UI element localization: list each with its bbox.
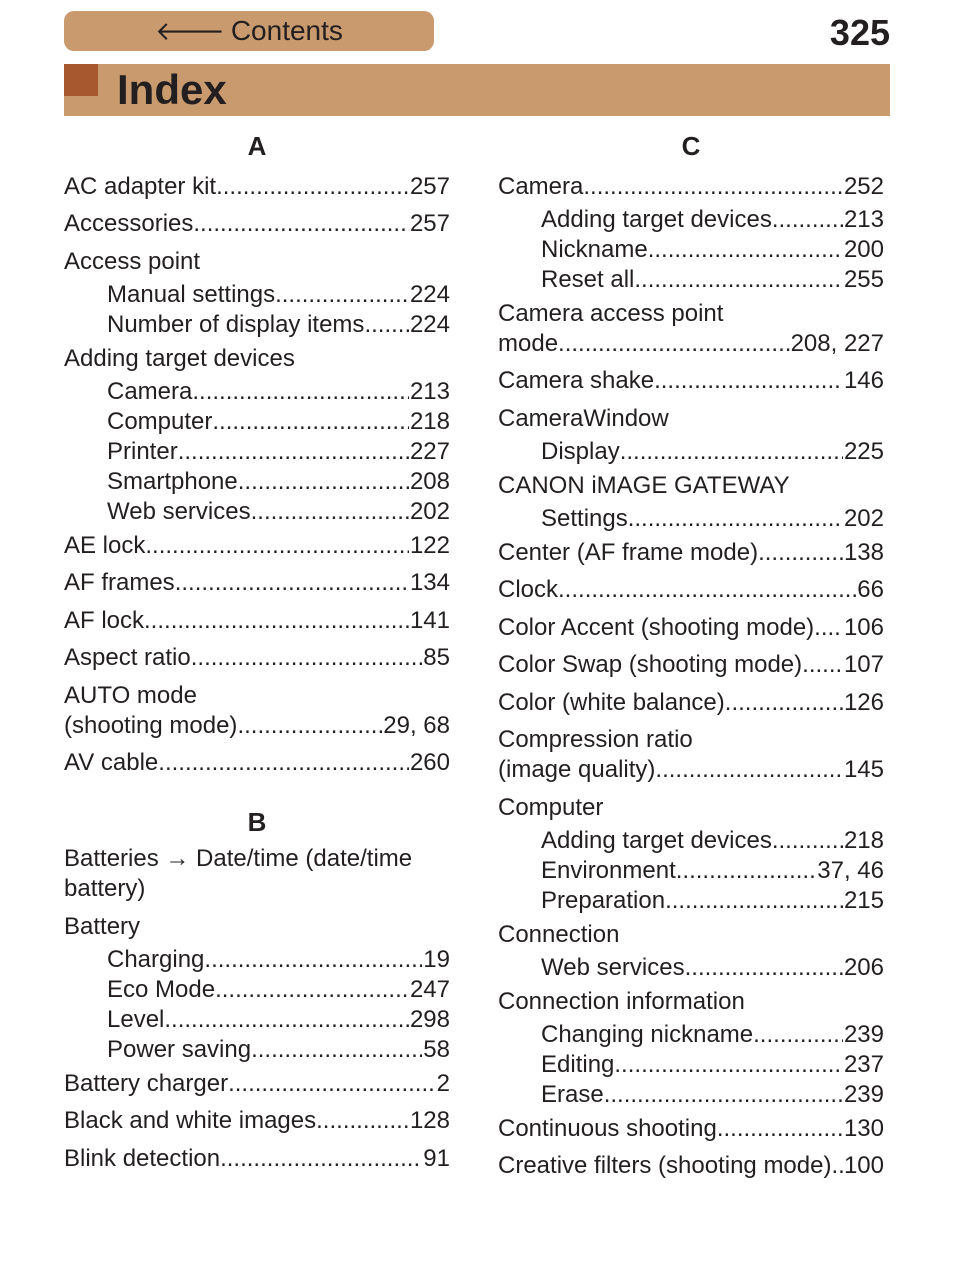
index-entry-heading: Connection information bbox=[498, 987, 745, 1015]
index-entry[interactable]: Color Swap (shooting mode) ..... 107 bbox=[498, 650, 884, 680]
index-subentry[interactable]: Level ..... 298 bbox=[64, 1005, 450, 1035]
section-letter-a: A bbox=[247, 131, 267, 161]
index-entry[interactable]: Aspect ratio ..... 85 bbox=[64, 643, 450, 673]
index-entry[interactable]: Blink detection ..... 91 bbox=[64, 1144, 450, 1174]
index-entry-heading: Camera access point bbox=[498, 299, 724, 327]
index-subentry[interactable]: Number of display items ..... 224 bbox=[64, 310, 450, 340]
index-column-left bbox=[64, 128, 450, 1174]
section-letter-c: C bbox=[681, 131, 701, 161]
contents-button[interactable] bbox=[64, 11, 434, 51]
index-entry[interactable]: Continuous shooting ..... 130 bbox=[498, 1114, 884, 1144]
index-subentry[interactable]: Smartphone ..... 208 bbox=[64, 467, 450, 497]
index-entry[interactable]: AF frames ..... 134 bbox=[64, 568, 450, 598]
index-entry-heading: Connection bbox=[498, 920, 620, 948]
index-entry[interactable]: Creative filters (shooting mode) ..... 100 bbox=[498, 1151, 884, 1181]
arrow-left-icon: 🡐 bbox=[155, 15, 225, 46]
index-subentry[interactable]: Environment ..... 37, 46 bbox=[498, 856, 884, 886]
index-subentry[interactable]: Reset all ..... 255 bbox=[498, 265, 884, 295]
index-subentry[interactable]: Preparation ..... 215 bbox=[498, 886, 884, 916]
page-title: Index bbox=[117, 66, 227, 113]
index-entry[interactable]: Camera ..... 252 bbox=[498, 172, 884, 202]
index-entry[interactable]: AV cable ..... 260 bbox=[64, 748, 450, 778]
index-entry[interactable]: AF lock ..... 141 bbox=[64, 606, 450, 636]
index-subentry[interactable]: Eco Mode ..... 247 bbox=[64, 975, 450, 1005]
index-subentry[interactable]: Power saving ..... 58 bbox=[64, 1035, 450, 1065]
index-entry[interactable]: Clock ..... 66 bbox=[498, 575, 884, 605]
index-entry[interactable]: AC adapter kit ..... 257 bbox=[64, 172, 450, 202]
index-subentry[interactable]: Camera ..... 213 bbox=[64, 377, 450, 407]
index-entry[interactable]: Battery charger ..... 2 bbox=[64, 1069, 450, 1099]
contents-label: Contents bbox=[230, 15, 343, 46]
index-entry-heading: Battery bbox=[64, 912, 141, 940]
index-subentry[interactable]: Web services ..... 206 bbox=[498, 953, 884, 983]
index-subentry[interactable]: Computer ..... 218 bbox=[64, 407, 450, 437]
index-entry[interactable]: Color Accent (shooting mode) ..... 106 bbox=[498, 613, 884, 643]
page-number: 325 bbox=[829, 12, 890, 53]
index-subentry[interactable]: Printer ..... 227 bbox=[64, 437, 450, 467]
index-subentry[interactable]: Adding target devices ..... 218 bbox=[498, 826, 884, 856]
index-subentry[interactable]: Display ..... 225 bbox=[498, 437, 884, 467]
index-entry[interactable]: mode ..... 208, 227 bbox=[498, 329, 884, 359]
index-entry-heading: AUTO mode bbox=[64, 681, 197, 709]
index-subentry[interactable]: Changing nickname ..... 239 bbox=[498, 1020, 884, 1050]
index-subentry[interactable]: Nickname ..... 200 bbox=[498, 235, 884, 265]
index-entry[interactable]: Black and white images ..... 128 bbox=[64, 1106, 450, 1136]
index-subentry[interactable]: Adding target devices ..... 213 bbox=[498, 205, 884, 235]
index-subentry[interactable]: Manual settings ..... 224 bbox=[64, 280, 450, 310]
index-entry-heading: Computer bbox=[498, 793, 604, 821]
section-letter-b: B bbox=[247, 807, 267, 837]
index-subentry[interactable]: Erase ..... 239 bbox=[498, 1080, 884, 1110]
index-entry[interactable]: AE lock ..... 122 bbox=[64, 531, 450, 561]
index-entry[interactable]: Color (white balance) ..... 126 bbox=[498, 688, 884, 718]
index-entry[interactable]: Accessories ..... 257 bbox=[64, 209, 450, 239]
index-entry-heading: Compression ratio bbox=[498, 726, 693, 753]
index-entry-heading: Adding target devices bbox=[64, 344, 295, 372]
index-entry-heading: CameraWindow bbox=[498, 404, 669, 432]
index-entry-heading: Access point bbox=[64, 247, 201, 275]
index-entry[interactable]: (image quality) ..... 145 bbox=[498, 755, 884, 785]
index-subentry[interactable]: Web services ..... 202 bbox=[64, 497, 450, 527]
index-column-right bbox=[498, 128, 884, 1181]
index-subentry[interactable]: Charging ..... 19 bbox=[64, 945, 450, 975]
index-entry[interactable]: (shooting mode) ..... 29, 68 bbox=[64, 711, 450, 741]
index-entry[interactable]: Center (AF frame mode) ..... 138 bbox=[498, 538, 884, 568]
index-subentry[interactable]: Settings ..... 202 bbox=[498, 504, 884, 534]
index-entry-heading: CANON iMAGE GATEWAY bbox=[498, 471, 790, 499]
index-entry-crossref[interactable]: Batteries → Date/time (date/time battery) bbox=[64, 845, 413, 902]
index-entry[interactable]: Camera shake ..... 146 bbox=[498, 366, 884, 396]
title-square-decoration bbox=[64, 64, 98, 96]
index-subentry[interactable]: Editing ..... 237 bbox=[498, 1050, 884, 1080]
